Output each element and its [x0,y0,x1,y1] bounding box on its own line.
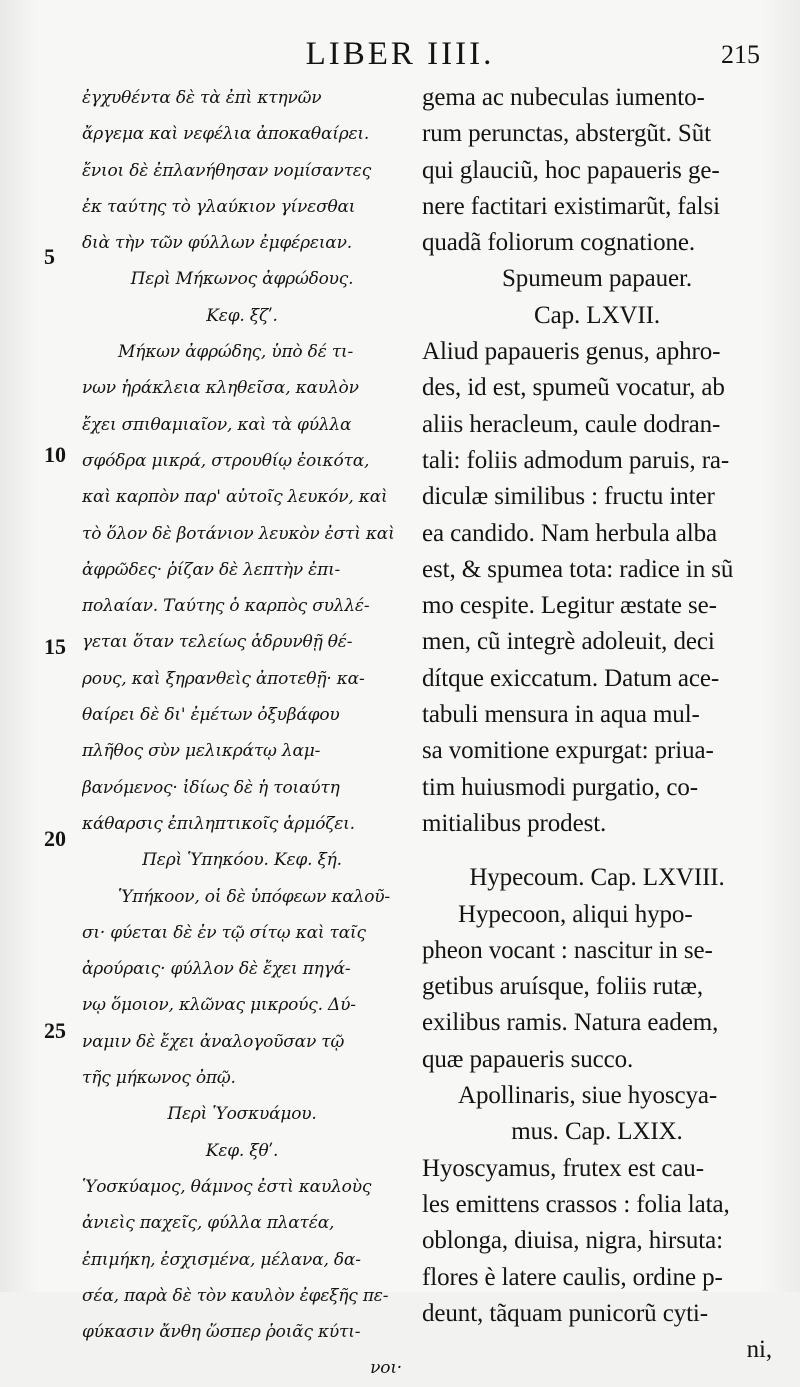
latin-line: Hyoscyamus, frutex est cau- [422,1154,704,1182]
greek-text-column [82,80,402,1387]
latin-line: Hypecoon, aliqui hypo- [458,900,693,928]
greek-chapter-number: Κεφ. ξθʹ. [205,1140,279,1161]
greek-line: ἔνιοι δὲ ἐπλανήθησαν νομίσαντες [82,160,372,181]
greek-line: σι· φύεται δὲ ἐν τῷ σίτῳ καὶ ταῖς [82,922,366,943]
greek-line: νων ἡράκλεια κληθεῖσα, καυλὸν [82,378,359,399]
greek-chapter-heading: Περὶ Ὑοσκυάμου. [167,1104,317,1125]
latin-line: qui glauciũ, hoc papaueris ge- [422,156,720,184]
latin-chapter-heading: Hypecoum. Cap. LXVIII. [469,864,725,892]
greek-chapter-heading: Περὶ Μήκωνος ἀφρώδους. [130,269,354,290]
greek-chapter-number: Κεφ. ξζʹ. [206,305,278,326]
greek-line: ἐγχυθέντα δὲ τὰ ἐπὶ κτηνῶν [82,88,322,108]
section-spacer [422,842,772,860]
latin-chapter-heading: Spumeum papauer. [501,265,693,293]
greek-line: ρους, καὶ ξηρανθεὶς ἀποτεθῇ· κα- [82,668,365,689]
latin-line: mitialibus prodest. [422,809,607,837]
latin-line: des, id est, spumeũ vocatur, ab [422,374,725,402]
latin-line: mo cespite. Legitur æstate se- [422,592,717,620]
greek-line: θαίρει δὲ δι' ἐμέτων ὀξυβάφου [82,705,340,726]
latin-line: les emittens crassos : folia lata, [422,1190,730,1218]
greek-line: Ὑπήκοον, οἱ δὲ ὑπόφεων καλοῦ- [118,886,390,907]
latin-line: quæ papaueris succo. [422,1045,634,1073]
greek-line: νοι· [370,1358,402,1379]
latin-line: ni, [746,1336,772,1364]
latin-line: est, & spumea tota: radice in sũ [422,555,734,583]
latin-text-column [422,80,772,1368]
greek-line: ἔχει σπιθαμιαῖον, καὶ τὰ φύλλα [82,414,352,435]
greek-line: ναμιν δὲ ἔχει ἀναλογοῦσαν τῷ [82,1031,345,1052]
latin-line: tali: foliis admodum paruis, ra- [422,446,730,474]
latin-line: flores è latere caulis, ordine p- [422,1263,723,1291]
latin-line: aliis heracleum, caule dodran- [422,410,721,438]
running-title: LIBER IIII. [305,36,495,72]
greek-line: διὰ τὴν τῶν φύλλων ἐμφέρειαν. [82,233,352,254]
line-number: 20 [44,826,66,851]
line-number: 5 [44,244,55,269]
line-number: 10 [44,442,66,467]
latin-line: Aliud papaueris genus, aphro- [422,338,721,366]
greek-line: Ὑοσκύαμος, θάμνος ἐστὶ καυλοὺς [82,1176,372,1197]
page-number: 215 [721,40,760,69]
latin-line: exilibus ramis. Natura eadem, [422,1009,719,1037]
latin-line: nere factitari existimarũt, falsi [422,192,720,220]
greek-line: πλῆθος σὺν μελικράτῳ λαμ- [82,741,321,762]
greek-line: Μήκων ἀφρώδης, ὑπὸ δέ τι- [118,342,354,363]
latin-line: rum perunctas, abstergũt. Sũt [422,120,711,148]
page-header [0,30,800,80]
greek-line: ἐπιμήκη, ἐσχισμένα, μέλανα, δα- [82,1249,361,1270]
greek-line: ἀφρῶδες· ῥίζαν δὲ λεπτὴν ἐπι- [82,559,341,580]
latin-chapter-number: Cap. LXVII. [534,301,660,329]
greek-line: πολαίαν. Ταύτης ὁ καρπὸς συλλέ- [82,596,370,617]
latin-line: gema ac nubeculas iumento- [422,84,705,111]
greek-line: ἀνιεὶς παχεῖς, φύλλα πλατέα, [82,1213,335,1234]
greek-line: γεται ὅταν τελείως ἁδρυνθῇ θέ- [82,632,353,653]
latin-line: getibus aruísque, foliis rutæ, [422,973,703,1001]
line-number: 25 [44,1018,66,1043]
latin-line: quadã foliorum cognatione. [422,229,696,257]
latin-line: men, cũ integrè adoleuit, deci [422,628,715,656]
line-number: 15 [44,634,66,659]
latin-line: tim huiusmodi purgatio, co- [422,773,698,801]
greek-line: ἀρούραις· φύλλον δὲ ἔχει πηγά- [82,959,351,980]
latin-chapter-number: mus. Cap. LXIX. [511,1118,683,1146]
latin-chapter-heading: Apollinaris, siue hyoscya- [458,1082,718,1110]
latin-line: tabuli mensura in aqua mul- [422,701,700,729]
latin-line: oblonga, diuisa, nigra, hirsuta: [422,1227,723,1255]
greek-line: τὸ ὅλον δὲ βοτάνιον λευκὸν ἐστὶ καὶ [82,523,395,544]
latin-line: diculæ similibus : fructu inter [422,483,715,511]
greek-line: τῆς μήκωνος ὀπῷ. [82,1068,236,1089]
greek-line: νῳ ὅμοιον, κλῶνας μικρούς. Δύ- [82,995,356,1016]
greek-line: ἄργεμα καὶ νεφέλια ἀποκαθαίρει. [82,124,370,145]
greek-line: σέα, παρὰ δὲ τὸν καυλὸν ἐφεξῆς πε- [82,1285,389,1306]
greek-line: κάθαρσις ἐπιληπτικοῖς ἁρμόζει. [82,813,355,834]
greek-line: φύκασιν ἄνθη ὥσπερ ῥοιᾶς κύτι- [82,1322,361,1343]
latin-line: dítque exiccatum. Datum ace- [422,664,720,692]
greek-line: σφόδρα μικρά, στρουθίῳ ἐοικότα, [82,450,370,471]
latin-line: sa vomitione expurgat: priua- [422,737,714,765]
greek-line: ἐκ ταύτης τὸ γλαύκιον γίνεσθαι [82,196,356,217]
greek-chapter-heading: Περὶ Ὑπηκόου. Κεφ. ξή. [142,850,342,871]
latin-line: pheon vocant : nascitur in se- [422,936,713,964]
greek-line: βανόμενος· ἰδίως δὲ ἡ τοιαύτη [82,777,340,798]
greek-line: καὶ καρπὸν παρ' αὐτοῖς λευκόν, καὶ [82,487,388,508]
latin-line: ea candido. Nam herbula alba [422,519,717,547]
latin-line: deunt, tãquam punicorũ cyti- [422,1299,709,1327]
